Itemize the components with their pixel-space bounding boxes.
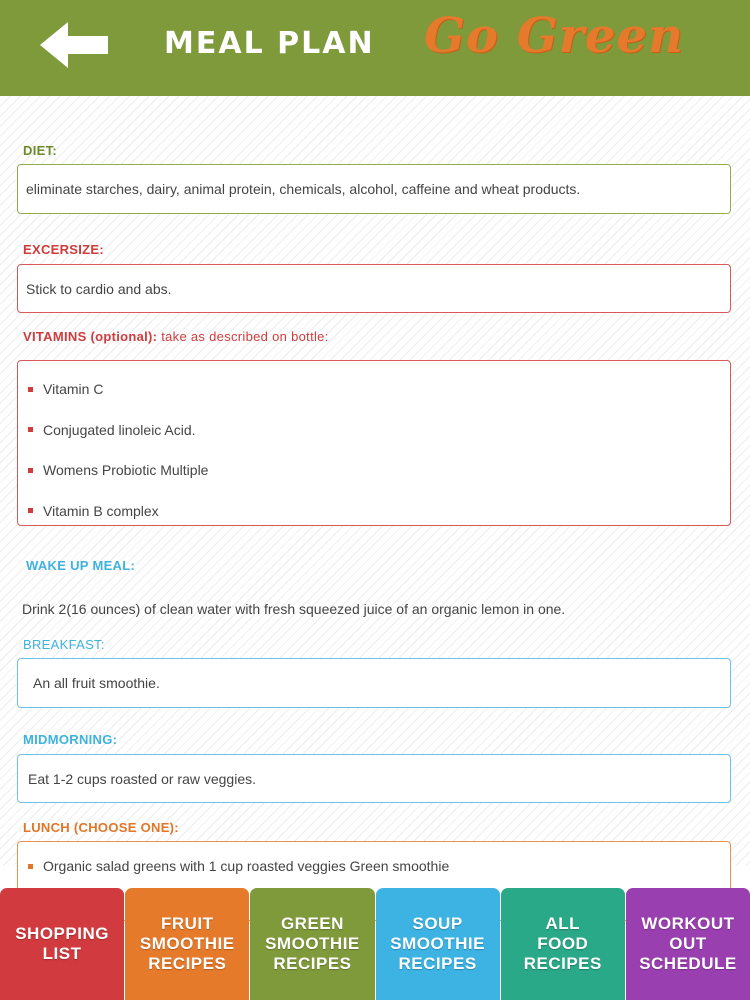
midmorning-box bbox=[17, 754, 731, 803]
wake-up-text: Drink 2(16 ounces) of clean water with fresh squeezed juice of an organic lemon in one. bbox=[22, 601, 566, 617]
diet-box bbox=[17, 164, 731, 214]
all-food-recipes-button[interactable]: ALL FOOD RECIPES bbox=[501, 888, 625, 1000]
exercise-box bbox=[17, 264, 731, 313]
exercise-text: Stick to cardio and abs. bbox=[26, 280, 172, 297]
list-item bbox=[28, 369, 730, 410]
vitamins-label-text: VITAMINS (optional): bbox=[23, 329, 158, 344]
breakfast-box bbox=[17, 658, 731, 708]
list-item bbox=[28, 410, 730, 451]
vitamins-sublabel: take as described on bottle: bbox=[161, 329, 329, 344]
list-item bbox=[28, 846, 730, 887]
bullet-icon bbox=[28, 427, 33, 432]
bullet-icon bbox=[28, 508, 33, 513]
wake-up-label: WAKE UP MEAL: bbox=[26, 558, 136, 573]
brand-script-title: Go Green bbox=[424, 8, 684, 64]
vitamins-label bbox=[23, 329, 329, 344]
lunch-label: LUNCH (CHOOSE ONE): bbox=[23, 820, 179, 835]
diet-label: DIET: bbox=[23, 143, 57, 158]
bullet-icon bbox=[28, 864, 33, 869]
vitamin-item-text: Womens Probiotic Multiple bbox=[43, 462, 209, 479]
header-bar bbox=[0, 0, 750, 96]
soup-smoothie-recipes-button[interactable]: SOUP SMOOTHIE RECIPES bbox=[376, 888, 500, 1000]
back-arrow-icon[interactable] bbox=[38, 20, 110, 70]
vitamins-list bbox=[17, 360, 731, 526]
list-item bbox=[28, 491, 730, 532]
diet-text: eliminate starches, dairy, animal protein, chemicals, alcohol, caffeine and wheat products. bbox=[26, 181, 581, 197]
midmorning-text: Eat 1-2 cups roasted or raw veggies. bbox=[28, 770, 257, 787]
exercise-label: EXCERSIZE: bbox=[23, 242, 105, 257]
breakfast-text: An all fruit smoothie. bbox=[33, 675, 160, 691]
bullet-icon bbox=[28, 468, 33, 473]
workout-schedule-button[interactable]: WORKOUT OUT SCHEDULE bbox=[626, 888, 750, 1000]
lunch-item-text: Organic salad greens with 1 cup roasted veggies Green smoothie bbox=[43, 858, 450, 875]
page-title: MEAL PLAN bbox=[164, 26, 375, 61]
bottom-nav bbox=[0, 888, 750, 1000]
breakfast-label: BREAKFAST: bbox=[23, 637, 105, 652]
meal-plan-content[interactable] bbox=[0, 96, 750, 875]
vitamin-item-text: Vitamin B complex bbox=[43, 502, 159, 519]
fruit-smoothie-recipes-button[interactable]: FRUIT SMOOTHIE RECIPES bbox=[125, 888, 249, 1000]
green-smoothie-recipes-button[interactable]: GREEN SMOOTHIE RECIPES bbox=[250, 888, 374, 1000]
shopping-list-button[interactable]: SHOPPING LIST bbox=[0, 888, 124, 1000]
midmorning-label: MIDMORNING: bbox=[23, 732, 118, 747]
list-item bbox=[28, 450, 730, 491]
vitamin-item-text: Conjugated linoleic Acid. bbox=[43, 421, 196, 438]
vitamin-item-text: Vitamin C bbox=[43, 381, 104, 398]
bullet-icon bbox=[28, 387, 33, 392]
